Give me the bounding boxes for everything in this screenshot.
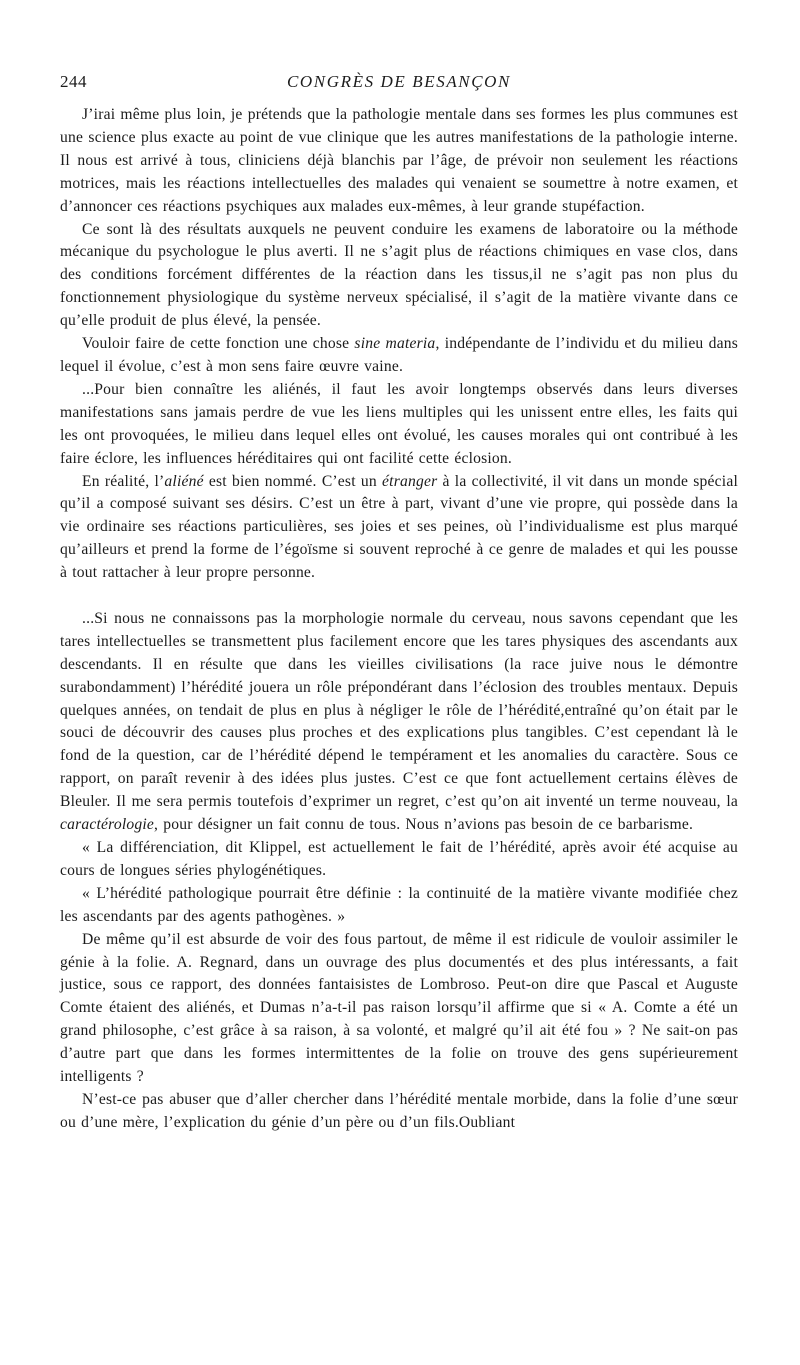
paragraph-10: N’est-ce pas abuser que d’aller chercher dans l’hérédité mentale morbide, dans la folie d’une sœur ou d’une mère, l’explication du génie d’un père ou d’un fils.Oubliant xyxy=(60,1090,738,1131)
paragraph-9: De même qu’il est absurde de voir des fous partout, de même il est ridicule de vouloir assimiler le génie à la folie. A. Regnard, dans un ouvrage des plus documentés et des plus intéressants, a fait justice, sous ce rapport, des données fantaisistes de Lombroso. Peut-on dire que Pascal et Auguste Comte étaient des aliénés, et Dumas n’a-t-il pas raison lorsqu’il affirme que si « A. Comte a été un grand philosophe, c’est grâce à sa raison, à sa volonté, et malgré qu’il ait été fou » ? Ne sait-on pas d’autre part que dans les formes intermittentes de la folie on trouve des gens supérieurement intelligents ? xyxy=(60,930,738,1086)
paragraph-5-text-a: En réalité, l’ xyxy=(82,472,165,490)
paragraph-2: Ce sont là des résultats auxquels ne peuvent conduire les examens de laboratoire ou la méthode mécanique du psychologue le plus averti. Il ne s’agit plus de réactions chimiques en vase clos, dans des conditions forcément différentes de la réaction dans les tissus,il ne s’agit pas non plus du fonctionnement physiologique du système nerveux spécialisé, il s’agit de la matière vivante dans ce qu’elle produit de plus élevé, la pensée. xyxy=(60,220,738,330)
paragraph-5-text-b: est bien nommé. C’est un xyxy=(203,472,383,490)
paragraph-3 xyxy=(60,333,738,379)
paragraph-4: ...Pour bien connaître les aliénés, il faut les avoir longtemps observés dans leurs diverses manifestations sans jamais perdre de vue les liens multiples qui les unissent entre elles, les faits qui les ont provoquées, le milieu dans lequel elles ont évolué, les causes morales qui ont contribué à les faire éclore, les influences héréditaires qui ont facilité cette éclosion. xyxy=(60,380,738,467)
paragraph-6 xyxy=(60,608,738,837)
paragraph-3-italic: sine materia xyxy=(354,335,436,353)
page-number: 244 xyxy=(60,72,87,91)
body-text xyxy=(60,104,738,1135)
paragraph-1: J’irai même plus loin, je prétends que la pathologie mentale dans ses formes les plus communes est une science plus exacte au point de vue clinique que les autres manifestations de la pathologie interne. Il nous est arrivé à tous, cliniciens déjà blanchis par l’âge, de prévoir non seulement les réactions motrices, mais les réactions intellectuelles des malades qui venaient se soumettre à notre examen, et d’annoncer ces réactions psychiques aux malades eux-mêmes, à leur grande stupéfaction. xyxy=(60,106,738,215)
paragraph-5 xyxy=(60,471,738,586)
paragraph-6-italic: caractérologie xyxy=(60,816,155,834)
paragraph-3-text-a: Vouloir faire de cette fonction une chose xyxy=(82,335,355,353)
paragraph-8: « L’hérédité pathologique pourrait être définie : la continuité de la matière vivante modifiée chez les ascendants par des agents pathogènes. » xyxy=(60,884,738,925)
paragraph-5-italic-1: aliéné xyxy=(164,472,204,490)
paragraph-6-text-b: , pour désigner un fait connu de tous. Nous n’avions pas besoin de ce barbarisme. xyxy=(154,816,694,834)
paragraph-3-text-b: , indépendante de l’individu et du milieu dans lequel il évolue, c’est à mon sens faire œuvre vaine. xyxy=(60,335,738,375)
paragraph-7: « La différenciation, dit Klippel, est actuellement le fait de l’hérédité, après avoir été acquise au cours de longues séries phylogénétiques. xyxy=(60,838,738,879)
running-title: CONGRÈS DE BESANÇON xyxy=(286,72,511,91)
paragraph-5-text-c: à la collectivité, il vit dans un monde spécial qu’il a composé suivant ses désirs. C’est un être à part, vivant d’une vie propre, qui possède dans la vie ordinaire ses réactions particulières, ses joies et ses peines, où l’individualisme est plus marqué qu’ailleurs et prend la forme de l’égoïsme si souvent reproché à ce genre de malades et qui les pousse à tout rattacher à leur propre personne. xyxy=(60,472,738,582)
page-header xyxy=(60,72,738,98)
paragraph-6-text-a: ...Si nous ne connaissons pas la morphologie normale du cerveau, nous savons cependant que les tares intellectuelles se transmettent plus facilement encore que les tares physiques des ascendants aux descendants. Il en résulte que dans les vieilles civilisations (la race juive nous le démontre surabondamment) l’hérédité jouera un rôle prépondérant dans l’éclosion des troubles mentaux. Depuis quelques années, on tendait de plus en plus à négliger le rôle de l’hérédité,entraîné qu’on était par le souci de découvrir des causes plus proches et des explications plus tangibles. C’est cependant là le fond de la question, car de l’hérédité dépend le tempérament et les anomalies du caractère. Sous ce rapport, on paraît revenir à des idées plus justes. C’est ce que font actuellement certains élèves de Bleuler. Il me sera permis toutefois d’exprimer un regret, c’est qu’on ait inventé un terme nouveau, la xyxy=(60,609,738,811)
paragraph-5-italic-2: étranger xyxy=(382,472,438,490)
